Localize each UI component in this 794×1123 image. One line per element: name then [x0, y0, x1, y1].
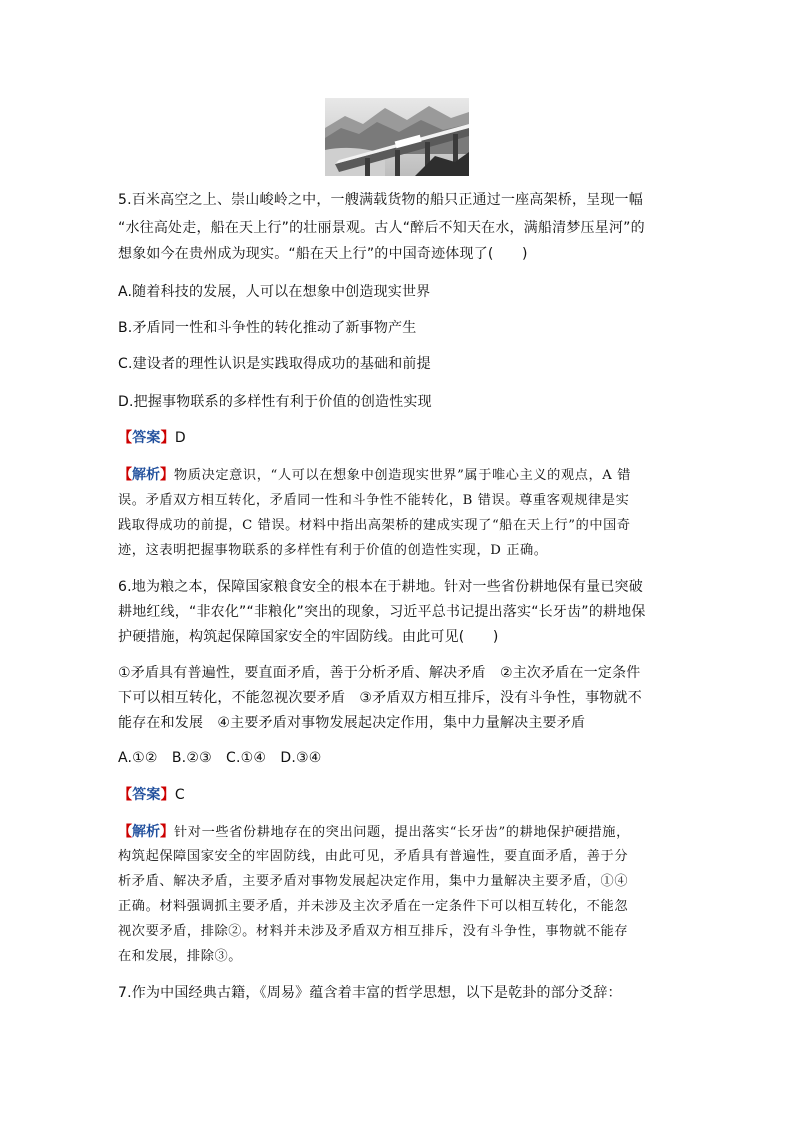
q5-answer-bracket-close: 】	[160, 430, 175, 446]
q6-stem-line-1: 6.地为粮之本，保障国家粮食安全的根本在于耕地。针对一些省份耕地保有量已突破	[118, 579, 643, 595]
q6-analysis-text-1: 针对一些省份耕地存在的突出问题，提出落实“长牙齿”的耕地保护硬措施，	[174, 825, 630, 840]
q6-item-line-1: ①矛盾具有普遍性，要直面矛盾，善于分析矛盾、解决矛盾 ②主次矛盾在一定条件	[118, 665, 641, 681]
q6-analysis-tag	[118, 824, 174, 840]
q6-analysis-bracket-open: 【	[118, 824, 132, 840]
q6-item-line-3: 能存在和发展 ④主要矛盾对事物发展起决定作用，集中力量解决主要矛盾	[118, 715, 586, 731]
q5-analysis-tag	[118, 467, 174, 483]
q5-option-d: D.把握事物联系的多样性有利于价值的创造性实现	[118, 394, 432, 410]
q5-stem-line-1: 5.百米高空之上、崇山峻岭之中，一艘满载货物的船只正通过一座高架桥，呈现一幅	[118, 192, 643, 208]
q5-analysis-line-1	[118, 465, 631, 486]
q5-answer-bracket-open: 【	[118, 430, 133, 446]
q6-analysis-line-6: 在和发展，排除③。	[118, 949, 243, 964]
q5-option-c: C.建设者的理性认识是实践取得成功的基础和前提	[118, 356, 431, 372]
q6-analysis-label: 解析	[132, 824, 160, 840]
q5-answer-tag	[118, 430, 175, 446]
q5-option-a: A.随着科技的发展，人可以在想象中创造现实世界	[118, 284, 431, 300]
q6-stem-line-2: 耕地红线，“非农化”“非粮化”突出的现象，习近平总书记提出落实“长牙齿”的耕地保	[118, 604, 646, 620]
q6-analysis-line-2: 构筑起保障国家安全的牢固防线，由此可见，矛盾具有普遍性，要直面矛盾，善于分	[118, 849, 629, 864]
q6-answer-label: 答案	[132, 787, 161, 803]
q6-answer-bracket-open: 【	[118, 787, 133, 803]
q5-answer-label: 答案	[132, 430, 161, 446]
q5-stem-line-2: “水往高处走，船在天上行”的壮丽景观。古人“醉后不知天在水，满船清梦压星河”的	[118, 220, 645, 236]
q5-stem-line-3: 想象如今在贵州成为现实。“船在天上行”的中国奇迹体现了( )	[118, 246, 528, 262]
q6-analysis-line-1	[118, 822, 630, 843]
q6-answer	[118, 785, 185, 805]
q6-analysis-line-4: 正确。材料强调抓主要矛盾，并未涉及主次矛盾在一定条件下可以相互转化，不能忽	[118, 899, 629, 914]
q5-analysis-line-4: 迹，这表明把握事物联系的多样性有利于价值的创造性实现，D 正确。	[118, 543, 548, 558]
q5-answer	[118, 428, 186, 448]
q5-analysis-bracket-open: 【	[118, 467, 132, 483]
q5-analysis-text-1: 物质决定意识，“人可以在想象中创造现实世界”属于唯心主义的观点，A 错	[174, 468, 632, 483]
q5-analysis-line-2: 误。矛盾双方相互转化，矛盾同一性和斗争性不能转化，B 错误。尊重客观规律是实	[118, 493, 630, 508]
q6-choices: A.①② B.②③ C.①④ D.③④	[118, 750, 322, 766]
q6-stem-line-3: 护硬措施，构筑起保障国家安全的牢固防线。由此可见( )	[118, 629, 499, 645]
q7-stem-line-1: 7.作为中国经典古籍，《周易》蕴含着丰富的哲学思想，以下是乾卦的部分爻辞：	[118, 985, 622, 1001]
q5-analysis-line-3: 践取得成功的前提，C 错误。材料中指出高架桥的建成实现了“船在天上行”的中国奇	[118, 518, 631, 533]
q6-answer-bracket-close: 】	[160, 787, 175, 803]
q5-answer-value: D	[174, 430, 186, 446]
q6-analysis-line-5: 视次要矛盾，排除②。材料并未涉及矛盾双方相互排斥，没有斗争性，事物就不能存	[118, 924, 629, 939]
q6-item-line-2: 下可以相互转化，不能忽视次要矛盾 ③矛盾双方相互排斥，没有斗争性，事物就不	[118, 690, 642, 706]
q5-analysis-bracket-close: 】	[160, 467, 174, 483]
bridge-photo-icon	[325, 98, 469, 176]
bridge-photo	[325, 98, 469, 176]
q6-answer-value: C	[174, 787, 185, 803]
q6-analysis-line-3: 析矛盾、解决矛盾，主要矛盾对事物发展起决定作用，集中力量解决主要矛盾，①④	[118, 874, 629, 889]
q6-answer-tag	[118, 787, 175, 803]
q5-analysis-label: 解析	[132, 467, 160, 483]
q5-option-b: B.矛盾同一性和斗争性的转化推动了新事物产生	[118, 320, 417, 336]
q6-analysis-bracket-close: 】	[160, 824, 174, 840]
